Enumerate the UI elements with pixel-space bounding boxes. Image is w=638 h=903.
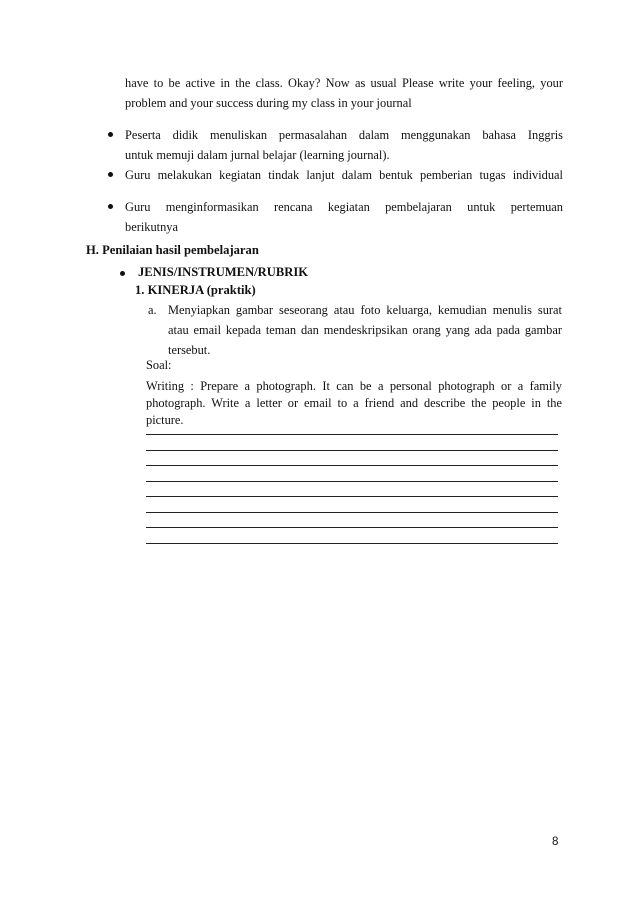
bullet-item-1: [108, 125, 563, 165]
answer-line[interactable]: [146, 465, 558, 466]
bullet-icon: [108, 172, 113, 177]
numbered-heading: 1. KINERJA (praktik): [135, 283, 256, 297]
answer-line[interactable]: [146, 481, 558, 482]
soal-label: Soal:: [146, 358, 172, 372]
answer-line[interactable]: [146, 543, 558, 544]
bullet-icon: [120, 271, 125, 276]
answer-line[interactable]: [146, 496, 558, 497]
answer-line[interactable]: [146, 512, 558, 513]
bullet-1-line-2: untuk memuji dalam jurnal belajar (learning journal).: [125, 148, 390, 162]
bullet-2-line-1: Guru melakukan kegiatan tindak lanjut dalam bentuk pemberian tugas individual: [125, 168, 563, 182]
writing-line-1: Writing : Prepare a photograph. It can be a personal photograph or a family: [146, 379, 562, 393]
writing-line-3: picture.: [146, 413, 184, 427]
answer-line[interactable]: [146, 450, 558, 451]
bullet-item-2: [108, 165, 563, 185]
item-line-2: atau email kepada teman dan mendeskripsikan orang yang ada pada gambar: [168, 323, 562, 337]
page-number: 8: [552, 836, 559, 848]
intro-line-2: problem and your success during my class in your journal: [125, 96, 412, 110]
bullet-item-3: [108, 197, 563, 237]
answer-line[interactable]: [146, 527, 558, 528]
intro-line-1: have to be active in the class. Okay? Now as usual Please write your feeling, your: [125, 76, 563, 90]
sub-bullet-label: JENIS/INSTRUMEN/RUBRIK: [138, 265, 309, 279]
item-line-1: Menyiapkan gambar seseorang atau foto keluarga, kemudian menulis surat: [168, 303, 562, 317]
bullet-3-line-2: berikutnya: [125, 220, 178, 234]
item-line-3: tersebut.: [168, 343, 211, 357]
bullet-3-line-1: Guru menginformasikan rencana kegiatan pembelajaran untuk pertemuan: [125, 200, 563, 214]
bullet-icon: [108, 132, 113, 137]
answer-line[interactable]: [146, 434, 558, 435]
writing-line-2: photograph. Write a letter or email to a friend and describe the people in the: [146, 396, 562, 410]
item-marker: a.: [148, 303, 157, 317]
bullet-1-line-1: Peserta didik menuliskan permasalahan dalam menggunakan bahasa Inggris: [125, 128, 563, 142]
section-heading: H. Penilaian hasil pembelajaran: [86, 243, 259, 257]
bullet-icon: [108, 204, 113, 209]
